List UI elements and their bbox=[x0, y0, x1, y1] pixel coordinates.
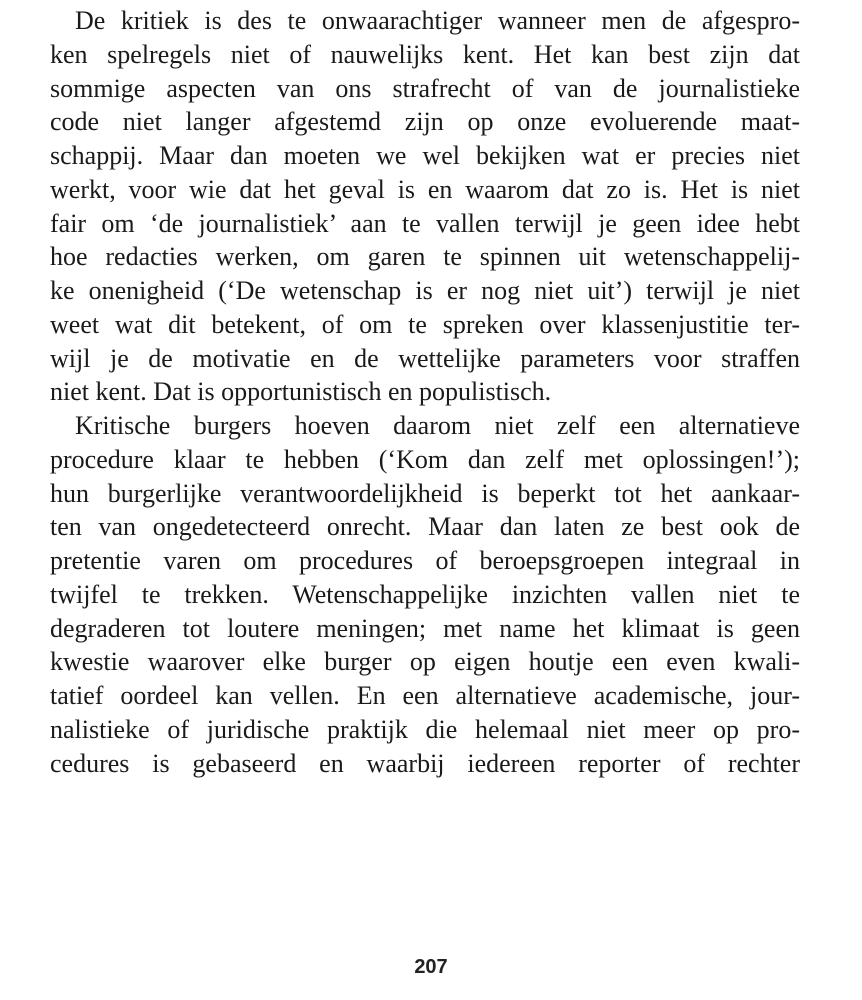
text-line: pretentie varen om procedures of beroepsgroepen integraal in bbox=[50, 546, 800, 575]
text-line: hoe redacties werken, om garen te spinnen uit wetenschappelij- bbox=[50, 242, 800, 272]
text-line: ke onenigheid (‘De wetenschap is er nog niet uit’) terwijl je niet bbox=[50, 276, 800, 305]
text-line: De kritiek is des te onwaarachtiger wanneer men de afgespro- bbox=[75, 6, 800, 35]
text-line: Kritische burgers hoeven daarom niet zelf een alternatieve bbox=[75, 411, 800, 440]
body-text bbox=[50, 4, 800, 780]
text-line: sommige aspecten van ons strafrecht of van de journalistieke bbox=[50, 73, 800, 103]
text-line: twijfel te trekken. Wetenschappelijke inzichten vallen niet te bbox=[50, 579, 800, 609]
text-line: cedures is gebaseerd en waarbij iedereen reporter of rechter bbox=[50, 748, 800, 778]
text-line: degraderen tot loutere meningen; met name het klimaat is geen bbox=[50, 613, 800, 643]
text-line: ten van ongedetecteerd onrecht. Maar dan laten ze best ook de bbox=[50, 512, 800, 542]
text-line: procedure klaar te hebben (‘Kom dan zelf met oplossingen!’); bbox=[50, 444, 800, 474]
text-line: schappij. Maar dan moeten we wel bekijken wat er precies niet bbox=[50, 141, 800, 170]
text-line: fair om ‘de journalistiek’ aan te vallen terwijl je geen idee hebt bbox=[50, 208, 800, 238]
text-line: code niet langer afgestemd zijn op onze evoluerende maat- bbox=[50, 107, 800, 137]
text-line: wijl je de motivatie en de wettelijke parameters voor straffen bbox=[50, 343, 800, 373]
text-line: hun burgerlijke verantwoordelijkheid is beperkt tot het aankaar- bbox=[50, 478, 800, 508]
paragraph bbox=[50, 4, 800, 409]
text-line: niet kent. Dat is opportunistisch en populistisch. bbox=[50, 377, 552, 407]
text-line: tatief oordeel kan vellen. En een alternatieve academische, jour- bbox=[50, 681, 800, 710]
page-number: 207 bbox=[414, 956, 448, 978]
paragraph bbox=[50, 409, 800, 780]
text-line: kwestie waarover elke burger op eigen houtje een even kwali- bbox=[50, 647, 800, 677]
text-line: nalistieke of juridische praktijk die helemaal niet meer op pro- bbox=[50, 714, 800, 744]
text-line: weet wat dit betekent, of om te spreken over klassenjustitie ter- bbox=[50, 309, 800, 339]
text-line: ken spelregels niet of nauwelijks kent. Het kan best zijn dat bbox=[50, 39, 800, 69]
text-line: werkt, voor wie dat het geval is en waarom dat zo is. Het is niet bbox=[50, 174, 800, 204]
